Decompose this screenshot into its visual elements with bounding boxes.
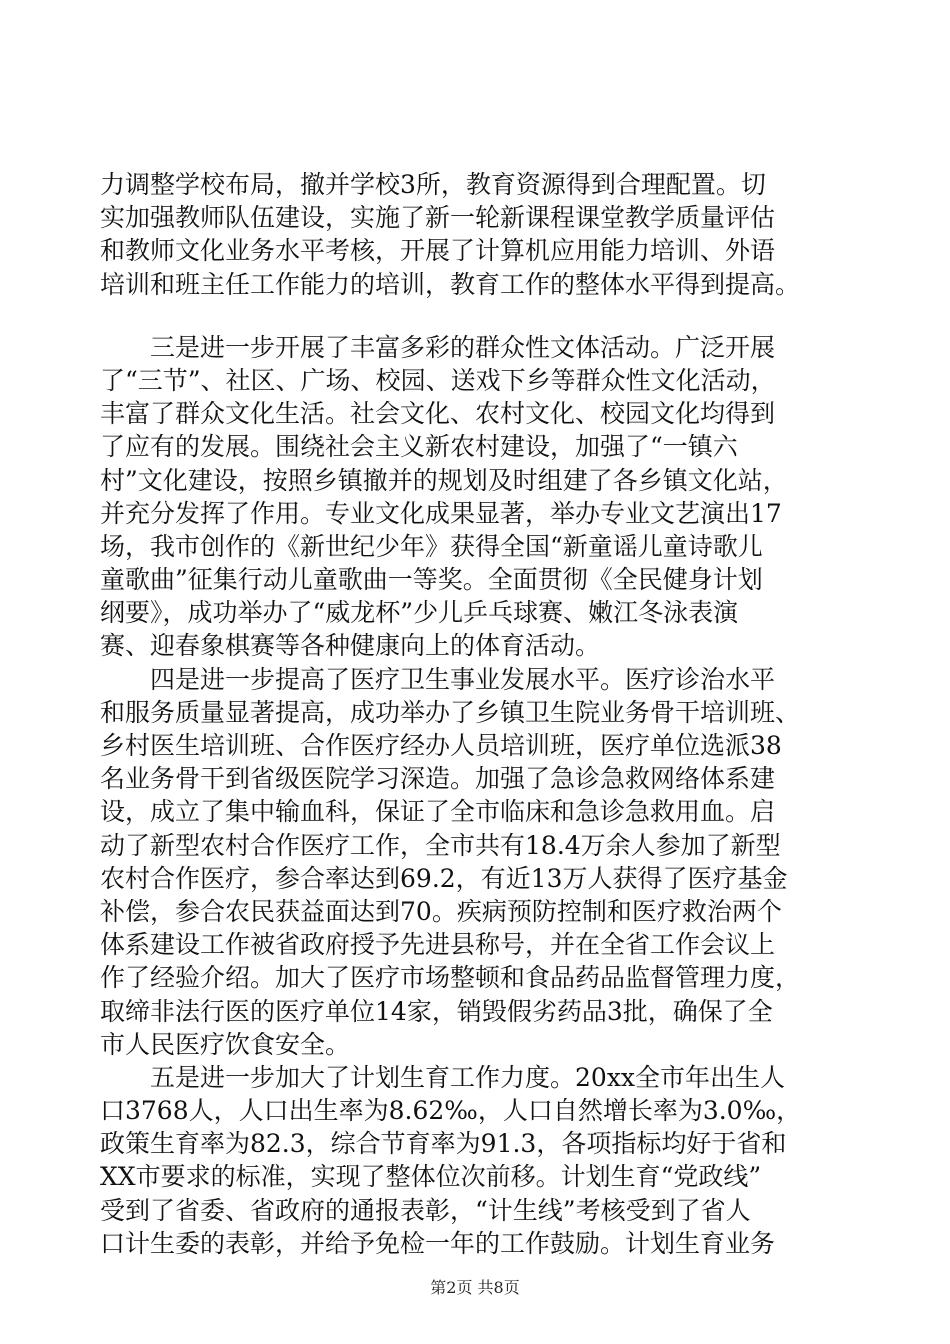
text-line: 政策生育率为82.3，综合节育率为91.3，各项指标均好于省和 [100,1129,787,1159]
text-line: 补偿，参合农民获益面达到70。疾病预防控制和医疗救治两个 [100,896,782,926]
text-line: 三是进一步开展了丰富多彩的群众性文体活动。广泛开展 [100,332,776,362]
text-line: 农村合作医疗，参合率达到69.2，有近13万人获得了医疗基金 [100,863,788,893]
text-line: 口3768人，人口出生率为8.62‰，人口自然增长率为3.0‰， [100,1096,802,1126]
text-line: 设，成立了集中输血科，保证了全市临床和急诊急救用血。启 [100,797,776,827]
text-line: 村”文化建设，按照乡镇撤并的规划及时组建了各乡镇文化站， [100,465,788,495]
text-line: 口计生委的表彰，并给予免检一年的工作鼓励。计划生育业务 [100,1228,776,1258]
text-line: 取缔非法行医的医疗单位14家，销毁假劣药品3批，确保了全 [100,996,773,1026]
text-line: 赛、迎春象棋赛等各种健康向上的体育活动。 [100,631,601,661]
text-line: 受到了省委、省政府的通报表彰，“计生线”考核受到了省人 [100,1195,751,1225]
text-line: 五是进一步加大了计划生育工作力度。20xx全市年出生人 [100,1062,786,1092]
text-line: 名业务骨干到省级医院学习深造。加强了急诊急救网络体系建 [100,764,776,794]
text-line: 乡村医生培训班、合作医疗经办人员培训班，医疗单位选派38 [100,731,782,760]
text-line: 了“三节”、社区、广场、校园、送戏下乡等群众性文化活动， [100,365,776,395]
text-line: 并充分发挥了作用。专业文化成果显著，举办专业文艺演出17 [100,498,782,528]
page-number-footer: 第2页 共8页 [430,1278,520,1297]
text-line: 力调整学校布局，撤并学校3所，教育资源得到合理配置。切 [100,170,766,199]
text-line: 培训和班主任工作能力的培训，教育工作的整体水平得到提高。 [100,269,801,299]
paragraph-gap [100,301,852,331]
text-line: 童歌曲”征集行动儿童歌曲一等奖。全面贯彻《全民健身计划 [100,565,763,595]
text-line: 了应有的发展。围绕社会主义新农村建设，加强了“一镇六 [100,432,738,462]
text-line: 和服务质量显著提高，成功举办了乡镇卫生院业务骨干培训班、 [100,697,801,727]
text-line: 丰富了群众文化生活。社会文化、农村文化、校园文化均得到 [100,399,776,429]
text-line: 实加强教师队伍建设，实施了新一轮新课程课堂教学质量评估 [100,203,776,233]
document-body [100,168,852,1260]
text-line: 场，我市创作的《新世纪少年》获得全国“新童谣儿童诗歌儿 [100,531,763,561]
text-line: 纲要》，成功举办了“威龙杯”少儿乒乓球赛、嫩江冬泳表演 [100,598,739,628]
text-line: 和教师文化业务水平考核，开展了计算机应用能力培训、外语 [100,236,776,266]
text-line: XX市要求的标准，实现了整体位次前移。计划生育“党政线” [100,1162,762,1192]
text-line: 四是进一步提高了医疗卫生事业发展水平。医疗诊治水平 [100,664,776,694]
text-line: 动了新型农村合作医疗工作，全市共有18.4万余人参加了新型 [100,830,781,860]
text-line: 体系建设工作被省政府授予先进县称号，并在全省工作会议上 [100,930,776,960]
text-line: 市人民医疗饮食安全。 [100,1029,351,1059]
text-line: 作了经验介绍。加大了医疗市场整顿和食品药品监督管理力度， [100,963,801,993]
